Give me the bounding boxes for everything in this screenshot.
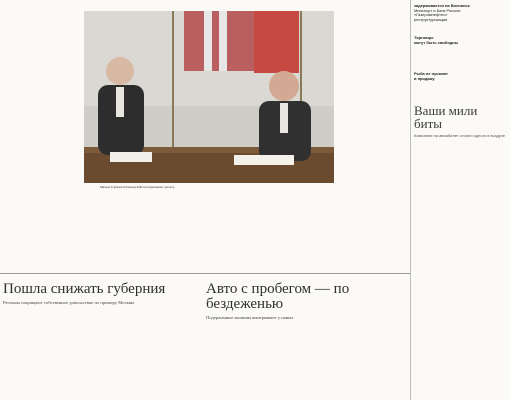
sidebar-box1: Торговцы могут быть свободны xyxy=(414,35,459,45)
deck-guberniya: Регионы сокращают собственное довольствие по примеру Москвы xyxy=(3,300,135,305)
section-rule xyxy=(0,273,410,274)
article-auto xyxy=(206,282,410,321)
sidebar-top: задерживается на Волчанск Минспорт и Банк Россия: «Газпромнефтео» реструктуризация xyxy=(414,3,470,22)
article-guberniya xyxy=(3,282,199,306)
sidebar xyxy=(414,0,508,400)
headline-auto: Авто с пробегом — по бездеженью xyxy=(206,281,350,312)
signing-photo xyxy=(84,11,334,183)
sidebar-box2: Рыба не пускают в продажу xyxy=(414,71,448,81)
sidebar-big-headline: Ваши мили биты Компании на авиабилет стоили одного в воздухе xyxy=(414,103,506,138)
left-text-column xyxy=(3,12,81,270)
headline-guberniya: Пошла снижать губерния xyxy=(3,281,166,297)
deck-auto: Подержанные машины выигрывают у новых xyxy=(206,315,294,320)
photo-caption: Михаил Горбачев и Рональд Рейган подписывают договор xyxy=(100,185,175,189)
main-photo xyxy=(84,11,334,183)
